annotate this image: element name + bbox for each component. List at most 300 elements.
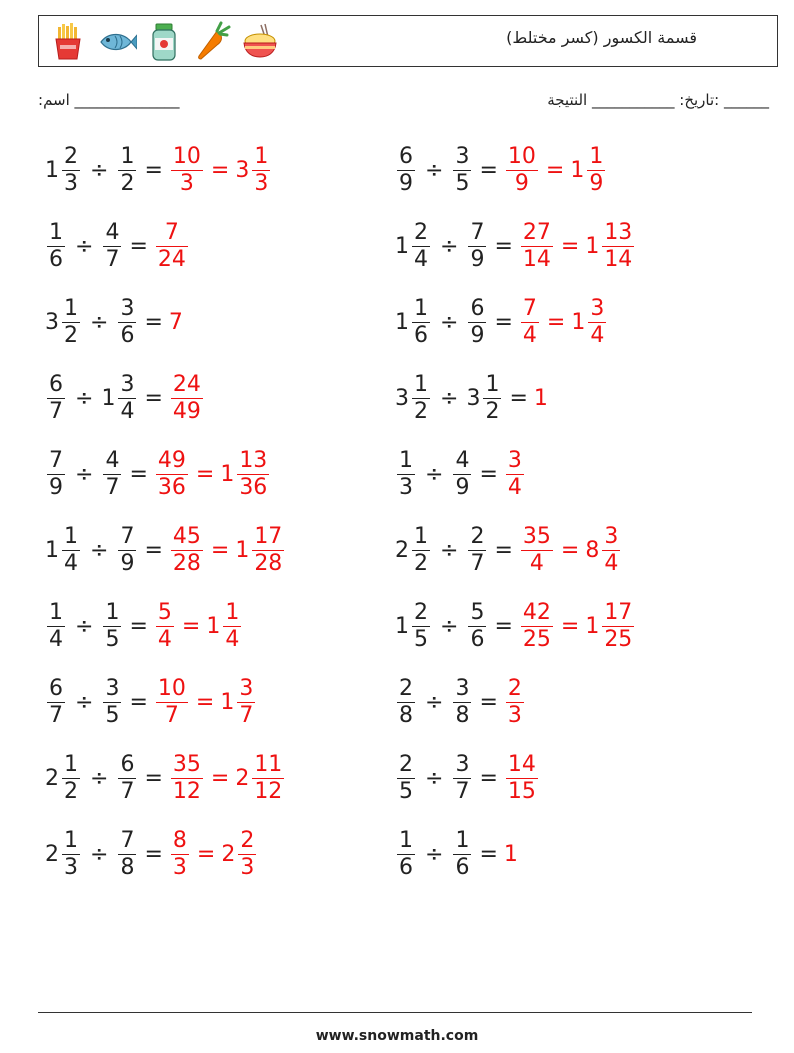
denominator: 49	[172, 398, 201, 424]
fraction	[521, 524, 553, 577]
mixed-number	[45, 600, 67, 653]
numerator: 3	[455, 675, 470, 701]
numerator: 5	[470, 599, 485, 625]
numerator: 7	[49, 447, 63, 473]
numerator: 13	[239, 447, 268, 473]
fraction	[521, 600, 553, 653]
denominator: 2	[485, 398, 500, 424]
numerator: 3	[455, 751, 470, 777]
icon-strip	[47, 21, 281, 63]
equals-sign: =	[144, 309, 163, 335]
fraction	[237, 448, 269, 501]
mixed-number	[571, 296, 608, 349]
equals-sign: =	[144, 385, 163, 411]
divide-sign: ÷	[75, 689, 94, 715]
numerator: 6	[49, 371, 63, 397]
whole-part: 1	[570, 157, 585, 183]
denominator: 25	[522, 626, 551, 652]
denominator: 9	[589, 170, 604, 196]
answer	[534, 386, 549, 411]
denominator: 5	[399, 778, 413, 804]
carrot-icon	[191, 21, 233, 63]
problem-row	[395, 743, 540, 813]
equals-sign: =	[129, 689, 148, 715]
mixed-number	[45, 448, 67, 501]
fraction	[171, 144, 203, 197]
fraction	[171, 752, 203, 805]
mixed-number	[395, 220, 432, 273]
numerator: 10	[172, 143, 201, 169]
denominator: 9	[120, 550, 135, 576]
mixed-number	[221, 828, 258, 881]
numerator: 1	[414, 371, 428, 397]
divide-sign: ÷	[75, 233, 94, 259]
denominator: 3	[64, 854, 78, 880]
denominator: 5	[455, 170, 470, 196]
equals-sign: =	[479, 461, 498, 487]
footer-url: www.snowmath.com	[315, 1028, 479, 1044]
answer	[169, 144, 272, 197]
answer	[504, 842, 519, 867]
fraction	[521, 220, 553, 273]
answer	[504, 448, 526, 501]
fraction	[118, 372, 136, 425]
numerator: 1	[414, 523, 428, 549]
fraction	[397, 828, 415, 881]
fraction	[453, 828, 471, 881]
answer	[519, 600, 636, 653]
mixed-number	[116, 524, 138, 577]
whole-part: 2	[45, 765, 59, 791]
whole-part: 1	[503, 841, 518, 867]
whole-part: 1	[395, 309, 409, 335]
divide-sign: ÷	[90, 157, 109, 183]
fraction	[412, 524, 430, 577]
equals-sign: =	[479, 841, 498, 867]
fraction	[171, 372, 203, 425]
numerator: 3	[604, 523, 619, 549]
problem-row	[395, 287, 608, 357]
denominator: 9	[470, 246, 485, 272]
fraction	[156, 676, 188, 729]
footer-divider	[38, 1012, 752, 1013]
denominator: 4	[157, 626, 172, 652]
denominator: 3	[64, 170, 78, 196]
denominator: 12	[254, 778, 283, 804]
divide-sign: ÷	[440, 613, 459, 639]
denominator: 4	[120, 398, 135, 424]
equals-sign: =	[479, 689, 498, 715]
denominator: 28	[254, 550, 283, 576]
fraction	[506, 448, 524, 501]
denominator: 7	[455, 778, 470, 804]
numerator: 2	[414, 219, 428, 245]
numerator: 2	[399, 751, 413, 777]
numerator: 1	[414, 295, 428, 321]
denominator: 6	[455, 854, 470, 880]
numerator: 3	[239, 675, 254, 701]
answer-equals-sign: =	[181, 613, 201, 639]
denominator: 3	[254, 170, 269, 196]
denominator: 2	[414, 398, 428, 424]
problem-row	[45, 287, 184, 357]
whole-part: 1	[395, 233, 409, 259]
equals-sign: =	[479, 157, 498, 183]
numerator: 2	[507, 675, 522, 701]
denominator: 4	[64, 550, 78, 576]
numerator: 17	[254, 523, 283, 549]
problem-row	[45, 515, 286, 585]
numerator: 1	[105, 599, 120, 625]
fraction	[238, 828, 256, 881]
mixed-number	[570, 144, 607, 197]
mixed-number	[519, 220, 555, 273]
fraction	[506, 676, 524, 729]
denominator: 9	[455, 474, 470, 500]
whole-part: 1	[395, 613, 409, 639]
whole-part: 1	[585, 233, 600, 259]
divide-sign: ÷	[75, 461, 94, 487]
mixed-number	[585, 220, 636, 273]
mixed-number	[519, 600, 555, 653]
mixed-number	[45, 828, 82, 881]
mixed-number	[519, 296, 541, 349]
denominator: 7	[105, 246, 120, 272]
equals-sign: =	[494, 233, 513, 259]
denominator: 2	[120, 170, 135, 196]
mixed-number	[395, 524, 432, 577]
whole-part: 3	[466, 385, 481, 411]
numerator: 1	[399, 827, 413, 853]
whole-part: 1	[571, 309, 586, 335]
whole-part: 1	[585, 613, 600, 639]
denominator: 2	[64, 322, 78, 348]
mixed-number	[504, 752, 540, 805]
whole-part: 1	[220, 461, 235, 487]
fraction	[62, 752, 80, 805]
denominator: 2	[64, 778, 78, 804]
fraction	[468, 296, 486, 349]
numerator: 1	[120, 143, 135, 169]
mixed-number	[116, 752, 138, 805]
numerator: 1	[455, 827, 470, 853]
answer	[169, 752, 286, 805]
numerator: 10	[157, 675, 186, 701]
mixed-number	[585, 600, 636, 653]
denominator: 3	[507, 702, 522, 728]
header-box	[38, 15, 778, 67]
mixed-number	[451, 676, 473, 729]
mixed-number	[466, 372, 503, 425]
divide-sign: ÷	[90, 537, 109, 563]
whole-part: 1	[45, 537, 59, 563]
mixed-number	[395, 296, 432, 349]
mixed-number	[220, 448, 271, 501]
divide-sign: ÷	[75, 385, 94, 411]
numerator: 4	[105, 219, 120, 245]
numerator: 7	[164, 219, 179, 245]
problem-row	[395, 363, 549, 433]
fraction	[47, 220, 65, 273]
mixed-number	[395, 448, 417, 501]
fraction	[602, 524, 620, 577]
numerator: 6	[120, 751, 135, 777]
fraction	[453, 448, 471, 501]
problem-row	[395, 439, 526, 509]
mixed-number	[585, 524, 622, 577]
mixed-number	[169, 752, 205, 805]
answer-equals-sign: =	[210, 537, 230, 563]
fraction	[62, 296, 80, 349]
divide-sign: ÷	[440, 537, 459, 563]
numerator: 1	[254, 143, 269, 169]
answer-equals-sign: =	[560, 537, 580, 563]
fraction	[468, 220, 486, 273]
answer	[169, 828, 258, 881]
denominator: 4	[522, 322, 537, 348]
denominator: 7	[105, 474, 120, 500]
answer	[169, 524, 286, 577]
fraction	[47, 448, 65, 501]
numerator: 35	[172, 751, 201, 777]
mixed-number	[154, 220, 190, 273]
equals-sign: =	[494, 537, 513, 563]
mixed-number	[45, 372, 67, 425]
fraction	[453, 752, 471, 805]
fraction	[397, 448, 415, 501]
mixed-number	[169, 524, 205, 577]
denominator: 3	[172, 854, 187, 880]
mixed-number	[451, 448, 473, 501]
mixed-number	[466, 220, 488, 273]
numerator: 6	[470, 295, 485, 321]
answer-equals-sign: =	[560, 233, 580, 259]
denominator: 3	[399, 474, 413, 500]
denominator: 3	[179, 170, 194, 196]
mixed-number	[395, 600, 432, 653]
mixed-number	[101, 372, 138, 425]
fraction	[62, 524, 80, 577]
answer	[154, 220, 190, 273]
mixed-number	[466, 296, 488, 349]
mixed-number	[45, 524, 82, 577]
numerator: 5	[157, 599, 172, 625]
mixed-number	[395, 752, 417, 805]
numerator: 7	[120, 523, 135, 549]
whole-part: 1	[220, 689, 235, 715]
fraction	[468, 600, 486, 653]
fraction	[118, 144, 136, 197]
whole-part: 8	[585, 537, 600, 563]
denominator: 28	[172, 550, 201, 576]
mixed-number	[101, 220, 123, 273]
mixed-number	[466, 524, 488, 577]
numerator: 3	[590, 295, 605, 321]
mixed-number	[116, 296, 138, 349]
denominator: 24	[157, 246, 186, 272]
denominator: 6	[399, 854, 413, 880]
fraction	[587, 144, 605, 197]
numerator: 2	[64, 143, 78, 169]
denominator: 4	[507, 474, 522, 500]
whole-part: 1	[101, 385, 116, 411]
numerator: 3	[507, 447, 522, 473]
whole-part: 2	[395, 537, 409, 563]
numerator: 1	[64, 827, 78, 853]
fraction	[103, 448, 121, 501]
equals-sign: =	[129, 233, 148, 259]
divide-sign: ÷	[425, 461, 444, 487]
numerator: 3	[105, 675, 120, 701]
equals-sign: =	[129, 613, 148, 639]
divide-sign: ÷	[425, 841, 444, 867]
fries-icon	[47, 21, 89, 63]
numerator: 2	[399, 675, 413, 701]
numerator: 3	[120, 295, 135, 321]
fraction	[412, 296, 430, 349]
mixed-number	[116, 828, 138, 881]
answer	[504, 676, 526, 729]
mixed-number	[206, 600, 243, 653]
mixed-number	[395, 144, 417, 197]
answer	[154, 448, 271, 501]
numerator: 1	[49, 599, 63, 625]
numerator: 1	[485, 371, 500, 397]
fraction	[252, 144, 270, 197]
fraction	[506, 144, 538, 197]
answer-equals-sign: =	[195, 461, 215, 487]
mixed-number	[45, 220, 67, 273]
problem-row	[45, 363, 205, 433]
whole-part: 2	[45, 841, 59, 867]
denominator: 7	[49, 398, 63, 424]
answer	[169, 310, 184, 335]
answer	[169, 372, 205, 425]
problem-row	[45, 439, 271, 509]
numerator: 45	[172, 523, 201, 549]
numerator: 3	[455, 143, 470, 169]
divide-sign: ÷	[440, 309, 459, 335]
whole-part: 7	[168, 309, 183, 335]
whole-part: 1	[45, 157, 59, 183]
mixed-number	[154, 448, 190, 501]
fraction	[412, 372, 430, 425]
mixed-number	[519, 524, 555, 577]
denominator: 7	[49, 702, 63, 728]
numerator: 1	[399, 447, 413, 473]
denominator: 7	[239, 702, 254, 728]
whole-part: 2	[221, 841, 236, 867]
fraction	[118, 296, 136, 349]
numerator: 42	[522, 599, 551, 625]
numerator: 35	[522, 523, 551, 549]
fraction	[588, 296, 606, 349]
rice-bowl-icon	[239, 21, 281, 63]
fraction	[252, 752, 284, 805]
mixed-number	[451, 828, 473, 881]
answer	[504, 144, 607, 197]
answer-equals-sign: =	[210, 765, 230, 791]
numerator: 6	[49, 675, 63, 701]
numerator: 17	[604, 599, 633, 625]
numerator: 7	[120, 827, 135, 853]
denominator: 15	[507, 778, 536, 804]
denominator: 4	[225, 626, 240, 652]
denominator: 6	[120, 322, 135, 348]
whole-part: 3	[395, 385, 409, 411]
fraction	[118, 828, 136, 881]
answer	[154, 600, 243, 653]
fraction	[237, 676, 255, 729]
fraction	[412, 600, 430, 653]
mixed-number	[45, 752, 82, 805]
numerator: 7	[470, 219, 485, 245]
whole-part: 2	[235, 765, 250, 791]
whole-part: 3	[235, 157, 250, 183]
denominator: 36	[157, 474, 186, 500]
mixed-number	[169, 144, 205, 197]
jar-icon	[143, 21, 185, 63]
mixed-number	[169, 372, 205, 425]
answer-equals-sign: =	[546, 309, 566, 335]
mixed-number	[154, 600, 176, 653]
numerator: 6	[399, 143, 413, 169]
fraction	[252, 524, 284, 577]
numerator: 4	[105, 447, 120, 473]
denominator: 6	[49, 246, 63, 272]
answer-equals-sign: =	[195, 689, 215, 715]
numerator: 2	[470, 523, 485, 549]
problem-row	[395, 135, 607, 205]
answer	[519, 220, 636, 273]
equals-sign: =	[129, 461, 148, 487]
fraction	[223, 600, 241, 653]
mixed-number	[169, 828, 191, 881]
fraction	[602, 600, 634, 653]
answer	[504, 752, 540, 805]
numerator: 1	[64, 523, 78, 549]
fraction	[156, 448, 188, 501]
denominator: 8	[399, 702, 413, 728]
mixed-number	[395, 676, 417, 729]
fraction	[118, 524, 136, 577]
problem-row	[45, 743, 286, 813]
numerator: 27	[522, 219, 551, 245]
divide-sign: ÷	[90, 765, 109, 791]
equals-sign: =	[144, 765, 163, 791]
mixed-number	[45, 144, 82, 197]
divide-sign: ÷	[425, 765, 444, 791]
denominator: 5	[414, 626, 428, 652]
problem-row	[45, 667, 257, 737]
page-title: قسمة الكسور (كسر مختلط)	[506, 28, 697, 47]
mixed-number	[235, 524, 286, 577]
problem-row	[45, 819, 258, 889]
whole-part: 1	[206, 613, 221, 639]
divide-sign: ÷	[440, 233, 459, 259]
fraction	[453, 676, 471, 729]
answer-equals-sign: =	[196, 841, 216, 867]
denominator: 8	[455, 702, 470, 728]
equals-sign: =	[144, 157, 163, 183]
answer	[154, 676, 257, 729]
numerator: 4	[455, 447, 470, 473]
numerator: 49	[157, 447, 186, 473]
problem-row	[395, 819, 519, 889]
mixed-number	[45, 676, 67, 729]
fraction	[397, 144, 415, 197]
denominator: 12	[172, 778, 201, 804]
